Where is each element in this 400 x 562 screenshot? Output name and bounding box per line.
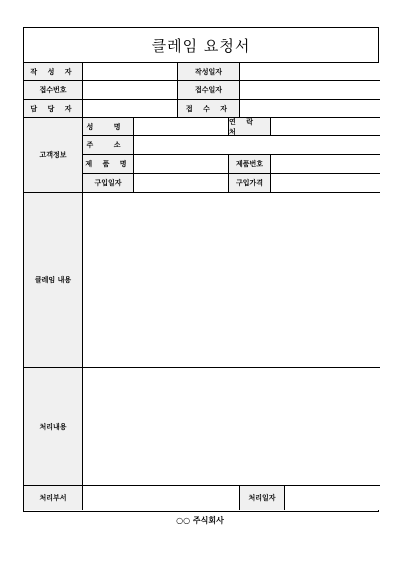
process-content-field[interactable] [83, 368, 380, 486]
write-date-label: 작성일자 [178, 63, 240, 81]
author-field[interactable] [83, 63, 178, 81]
claim-request-form [23, 27, 379, 512]
form-title: 클레임 요청서 [24, 28, 378, 63]
address-label: 주 소 [83, 136, 134, 155]
purchase-date-label: 구입일자 [83, 174, 134, 193]
claim-content-field[interactable] [83, 193, 380, 368]
product-no-label: 제품번호 [229, 155, 271, 174]
receipt-no-label: 접수번호 [24, 81, 83, 100]
receipt-no-field[interactable] [83, 81, 178, 100]
manager-label: 담 당 자 [24, 100, 83, 118]
name-label: 성 명 [83, 118, 134, 136]
name-field[interactable] [134, 118, 229, 136]
contact-label: 연 락 처 [229, 118, 271, 136]
product-name-field[interactable] [134, 155, 229, 174]
customer-info-label: 고객정보 [24, 118, 83, 193]
receiver-label: 접 수 자 [178, 100, 240, 118]
author-label: 작 성 자 [24, 63, 83, 81]
process-date-label: 처리일자 [240, 486, 285, 510]
process-dept-field[interactable] [83, 486, 240, 510]
receiver-field[interactable] [240, 100, 380, 118]
receipt-date-label: 접수일자 [178, 81, 240, 100]
claim-content-label: 클레임 내용 [24, 193, 83, 368]
product-name-label: 제 품 명 [83, 155, 134, 174]
process-date-field[interactable] [285, 486, 380, 510]
process-dept-label: 처리부서 [24, 486, 83, 510]
write-date-field[interactable] [240, 63, 380, 81]
purchase-price-field[interactable] [271, 174, 380, 193]
contact-field[interactable] [271, 118, 380, 136]
company-name: ○○ 주식회사 [176, 516, 224, 525]
product-no-field[interactable] [271, 155, 380, 174]
manager-field[interactable] [83, 100, 178, 118]
receipt-date-field[interactable] [240, 81, 380, 100]
purchase-price-label: 구입가격 [229, 174, 271, 193]
process-content-label: 처리내용 [24, 368, 83, 486]
address-field[interactable] [134, 136, 380, 155]
purchase-date-field[interactable] [134, 174, 229, 193]
